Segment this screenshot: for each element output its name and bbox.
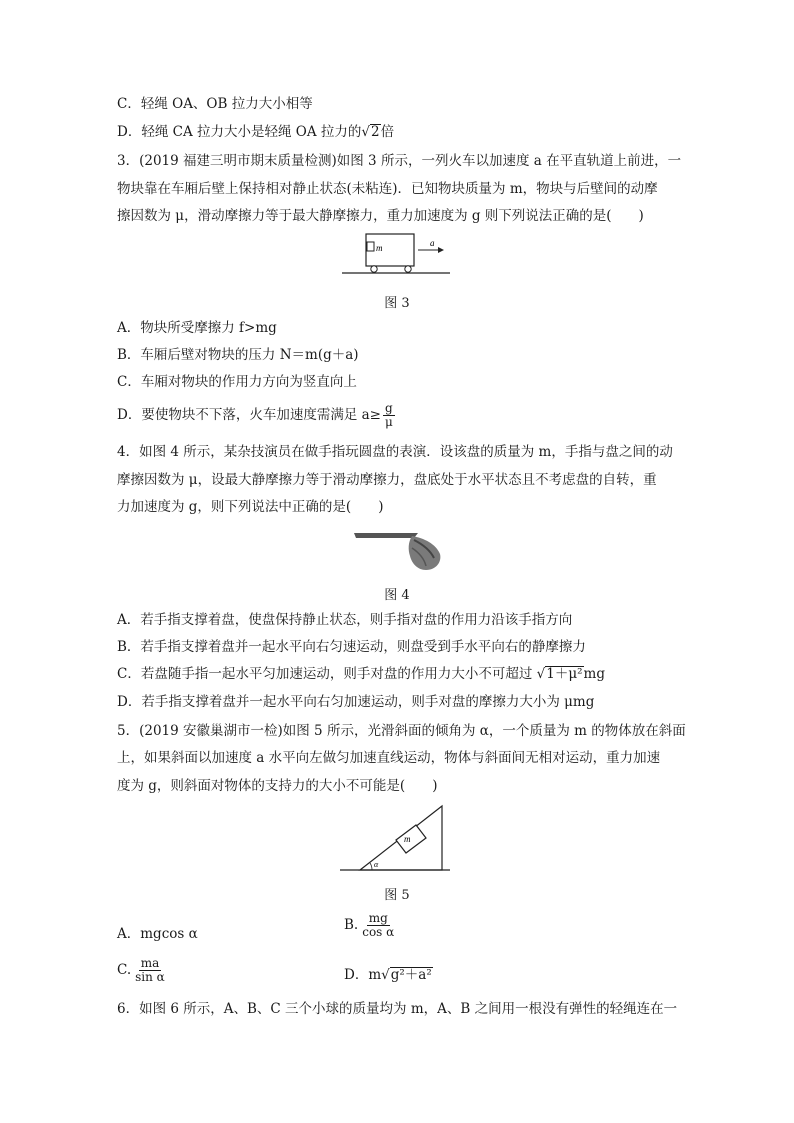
q5-option-a: A．mgcos α [117, 926, 198, 942]
q5-option-b: B. $\frac{mg}{\text{cos α}}$ [344, 911, 395, 939]
q3-text-line-1: 3．(2019 福建三明市期末质量检测)如图 3 所示，一列火车以加速度 a 在平直轨道上前进，一 [117, 153, 682, 169]
q4-option-a: A．若手指支撑着盘，使盘保持静止状态，则手指对盘的作用力沿该手指方向 [117, 612, 573, 628]
figure-3-caption: 图 3 [384, 296, 410, 311]
q3-option-d: D．要使物块不下落，火车加速度需满足 a≥ $\frac{g}{\mu}$ [117, 401, 393, 429]
svg-text:m: m [404, 834, 411, 844]
svg-text:a: a [430, 238, 435, 248]
q5-text-line-2: 上，如果斜面以加速度 a 水平向左做匀加速直线运动，物体与斜面间无相对运动，重力加速 [117, 750, 661, 766]
figure-4-caption: 图 4 [384, 588, 410, 603]
q5-text-line-1: 5．(2019 安徽巢湖市一检)如图 5 所示，光滑斜面的倾角为 α，一个质量为 m 的物体放在斜面 [117, 723, 686, 739]
q4-option-b: B．若手指支撑着盘并一起水平向右匀速运动，则盘受到手水平向右的静摩擦力 [117, 639, 586, 655]
q3-text-line-3: 擦因数为 μ，滑动摩擦力等于最大静摩擦力，重力加速度为 g 则下列说法正确的是( ) [117, 208, 644, 224]
q5-text-line-3: 度为 g，则斜面对物体的支持力的大小不可能是( ) [117, 778, 438, 794]
q4-text-line-2: 摩擦因数为 μ，设最大静摩擦力等于滑动摩擦力，盘底处于水平状态且不考虑盘的自转，重 [117, 472, 657, 488]
svg-text:m: m [376, 243, 383, 253]
q4-text-line-3: 力加速度为 g，则下列说法中正确的是( ) [117, 499, 384, 515]
svg-text:α: α [374, 860, 379, 869]
figure-5-caption: 图 5 [384, 888, 410, 903]
q5-option-c: C. $\frac{ma}{\text{sin α}}$ [117, 956, 165, 984]
q3-option-c: C．车厢对物块的作用力方向为竖直向上 [117, 374, 357, 390]
q3-option-a: A．物块所受摩擦力 f>mg [117, 320, 277, 336]
q4-text-line-1: 4．如图 4 所示，某杂技演员在做手指玩圆盘的表演．设该盘的质量为 m，手指与盘之间的动 [117, 444, 673, 460]
figure-3-train-diagram [338, 230, 458, 278]
q6-text-line-1: 6．如图 6 所示，A、B、C 三个小球的质量均为 m，A、B 之间用一根没有弹性的轻绳连在一 [117, 1001, 678, 1017]
q4-option-c: C．若盘随手指一起水平匀加速运动，则手对盘的作用力大小不可超过 √1＋μ²mg [117, 666, 605, 682]
figure-5-incline-diagram [338, 800, 458, 876]
q5-option-d: D．m√g²＋a² [344, 967, 432, 983]
q2-option-d: D．轻绳 CA 拉力大小是轻绳 OA 拉力的√2倍 [117, 124, 395, 140]
q2-option-c: C．轻绳 OA、OB 拉力大小相等 [117, 96, 313, 112]
figure-4-hand-plate-photo [352, 528, 444, 574]
q3-text-line-2: 物块靠在车厢后壁上保持相对静止状态(未粘连)．已知物块质量为 m，物块与后壁间的动摩 [117, 181, 658, 197]
q3-option-b: B．车厢后壁对物块的压力 N＝m(g＋a) [117, 347, 359, 363]
q4-option-d: D．若手指支撑着盘并一起水平向右匀加速运动，则手对盘的摩擦力大小为 μmg [117, 694, 595, 710]
